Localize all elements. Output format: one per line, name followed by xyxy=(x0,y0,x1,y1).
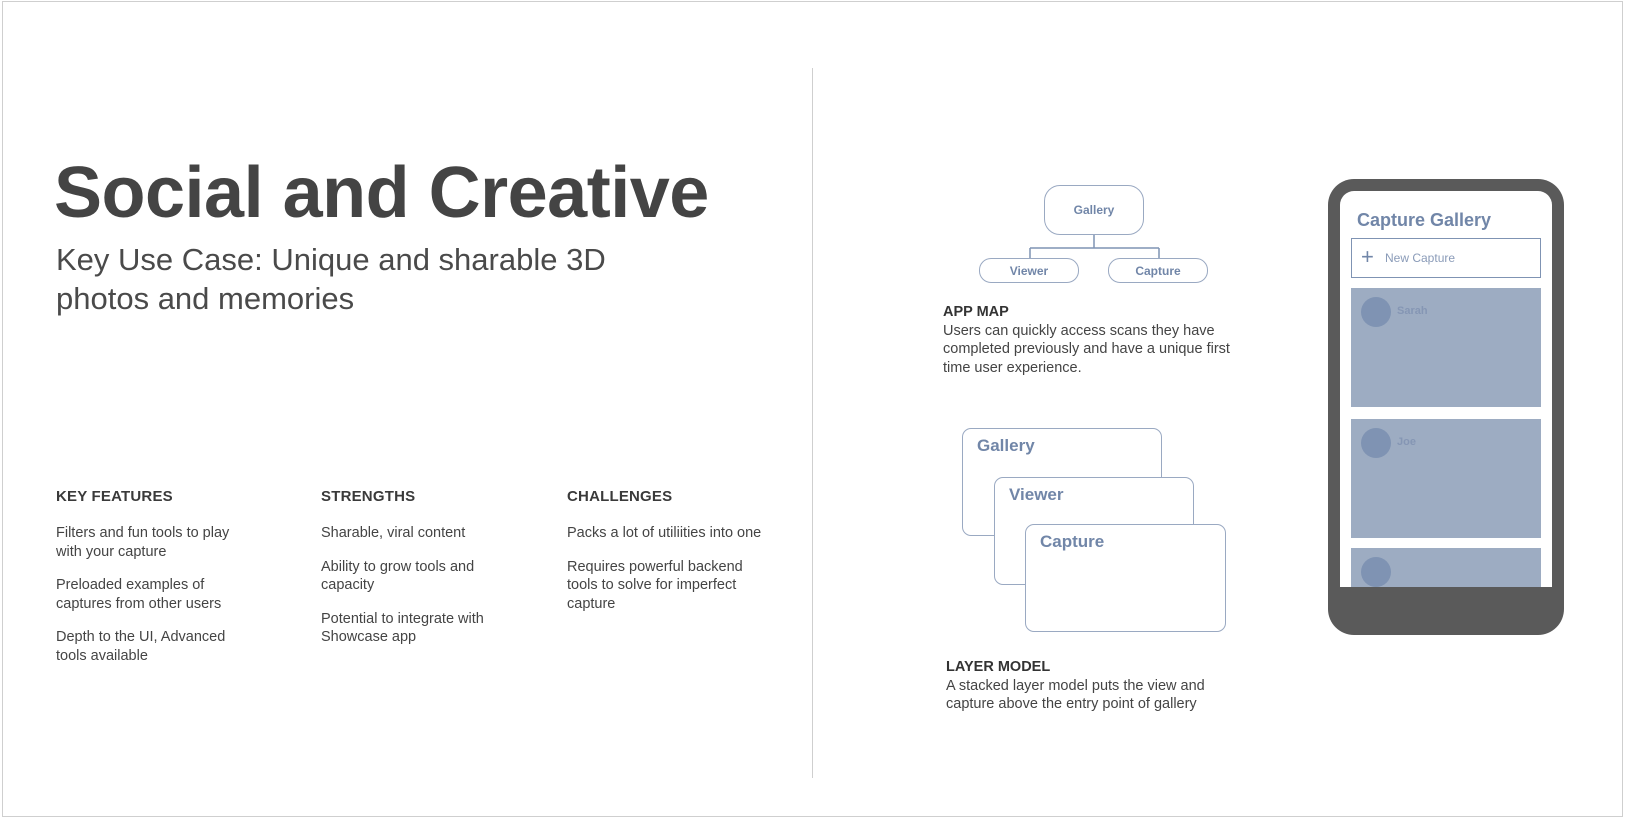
challenges-heading: CHALLENGES xyxy=(567,488,673,505)
app-map-description: Users can quickly access scans they have completed previously and have a unique first time user experience. xyxy=(943,322,1230,376)
screen-title: Capture Gallery xyxy=(1357,210,1492,230)
layer-label: Viewer xyxy=(1009,485,1064,504)
key-features-section xyxy=(56,488,256,680)
strengths-heading: STRENGTHS xyxy=(321,488,416,505)
capture-card[interactable] xyxy=(1351,419,1541,538)
capture-card-name: Joe xyxy=(1397,436,1416,448)
app-map-node-capture: Capture xyxy=(1108,258,1208,283)
plus-icon: + xyxy=(1361,244,1374,269)
app-map-node-gallery: Gallery xyxy=(1044,185,1144,235)
layer-model-description: A stacked layer model puts the view and capture above the entry point of gallery xyxy=(946,677,1205,712)
app-map-title: APP MAP xyxy=(943,304,1009,320)
layer-model-title: LAYER MODEL xyxy=(946,659,1051,675)
layer-label: Gallery xyxy=(977,436,1035,455)
capture-card[interactable] xyxy=(1351,288,1541,407)
page-title: Social and Creative xyxy=(54,153,709,233)
challenge-item: Requires powerful backend tools to solve for imperfect capture xyxy=(567,558,743,612)
strength-item: Ability to grow tools and capacity xyxy=(321,558,475,593)
capture-card-name: Sarah xyxy=(1397,305,1428,317)
strength-item: Sharable, viral content xyxy=(321,525,466,541)
layer-label: Capture xyxy=(1040,532,1105,551)
key-feature-item: Filters and fun tools to play with your capture xyxy=(56,525,230,560)
key-feature-item: Depth to the UI, Advanced tools available xyxy=(56,629,226,664)
avatar xyxy=(1361,297,1391,327)
vertical-divider xyxy=(812,68,813,778)
layer-model-caption xyxy=(946,658,1246,714)
strengths-section xyxy=(321,488,516,662)
app-map-caption xyxy=(943,303,1253,377)
challenge-item: Packs a lot of utiliities into one xyxy=(567,525,762,541)
layer-card-capture xyxy=(1025,524,1226,632)
strength-item: Potential to integrate with Showcase app xyxy=(321,610,484,645)
challenges-section xyxy=(567,488,777,628)
app-map-node-viewer: Viewer xyxy=(979,258,1079,283)
phone-screen xyxy=(1340,191,1552,587)
avatar xyxy=(1361,557,1391,587)
avatar xyxy=(1361,428,1391,458)
page-subtitle: Key Use Case: Unique and sharable 3D photos and memories xyxy=(56,242,606,316)
new-capture-label: New Capture xyxy=(1385,251,1456,265)
new-capture-button[interactable] xyxy=(1351,238,1541,278)
key-features-heading: KEY FEATURES xyxy=(56,488,173,505)
app-map-connector xyxy=(1000,234,1200,260)
phone-mockup xyxy=(1328,179,1564,635)
capture-card[interactable] xyxy=(1351,548,1541,587)
key-feature-item: Preloaded examples of captures from other users xyxy=(56,577,222,612)
